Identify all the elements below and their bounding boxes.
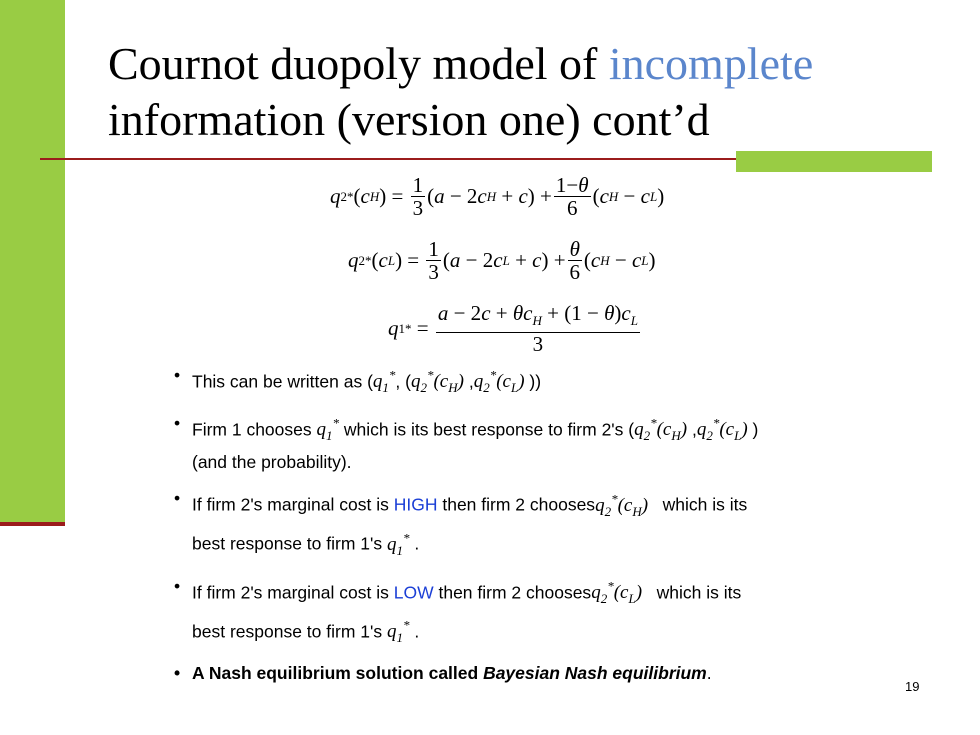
equation-q1: q 1 * = $\frac{a - 2c + \theta c_H + (1 - \theta)c_L}{3}$ [388, 301, 638, 357]
bullet-list [172, 362, 912, 696]
bullet-firm1-chooses: • Firm 1 chooses $q_1^*$ which is its best response to firm 2's ($q_2^*(c_H)$ $,q_2^*(c_L)$ ) (and the probability). [172, 410, 912, 476]
bullet-written-as: • This can be written as ($q_1^*$, ($q_2^*(c_H)$ $,q_2^*(c_L)$ )) [172, 362, 912, 401]
left-accent-bar-base [0, 522, 65, 526]
title-accent-word: incomplete [608, 38, 814, 89]
equation-q2-low: q 2 * ( c L ) = $\frac{1}{3}$ ( a − 2 c L + c ) + $\frac{\theta}{6}$ ( c H − c L ) [348, 237, 656, 284]
bullet-bayesian-nash: • A Nash equilibrium solution called Bayesian Nash equilibrium. [172, 660, 912, 687]
bullet-low-cost: • If firm 2's marginal cost is LOW then firm 2 $choosesq_2^*(c_L)$ which is its best response to firm 1's $q_1^*$ . [172, 573, 912, 651]
title-rule-accent [736, 151, 932, 172]
slide-title [108, 36, 948, 148]
title-part2: information (version one) cont’d [108, 94, 710, 145]
page-number: 19 [905, 679, 920, 694]
equation-q2-high: q 2 * ( c H ) = $\frac{1}{3}$ ( a − 2 c H + c ) + $\frac{1-\theta}{6}$ ( c H − c L ) [330, 173, 665, 220]
bullet-high-cost: • If firm 2's marginal cost is HIGH then firm 2 $choosesq_2^*(c_H)$ which is its best response to firm 1's $q_1^*$ . [172, 485, 912, 563]
left-accent-bar [0, 0, 65, 522]
title-part1: Cournot duopoly model of [108, 38, 609, 89]
